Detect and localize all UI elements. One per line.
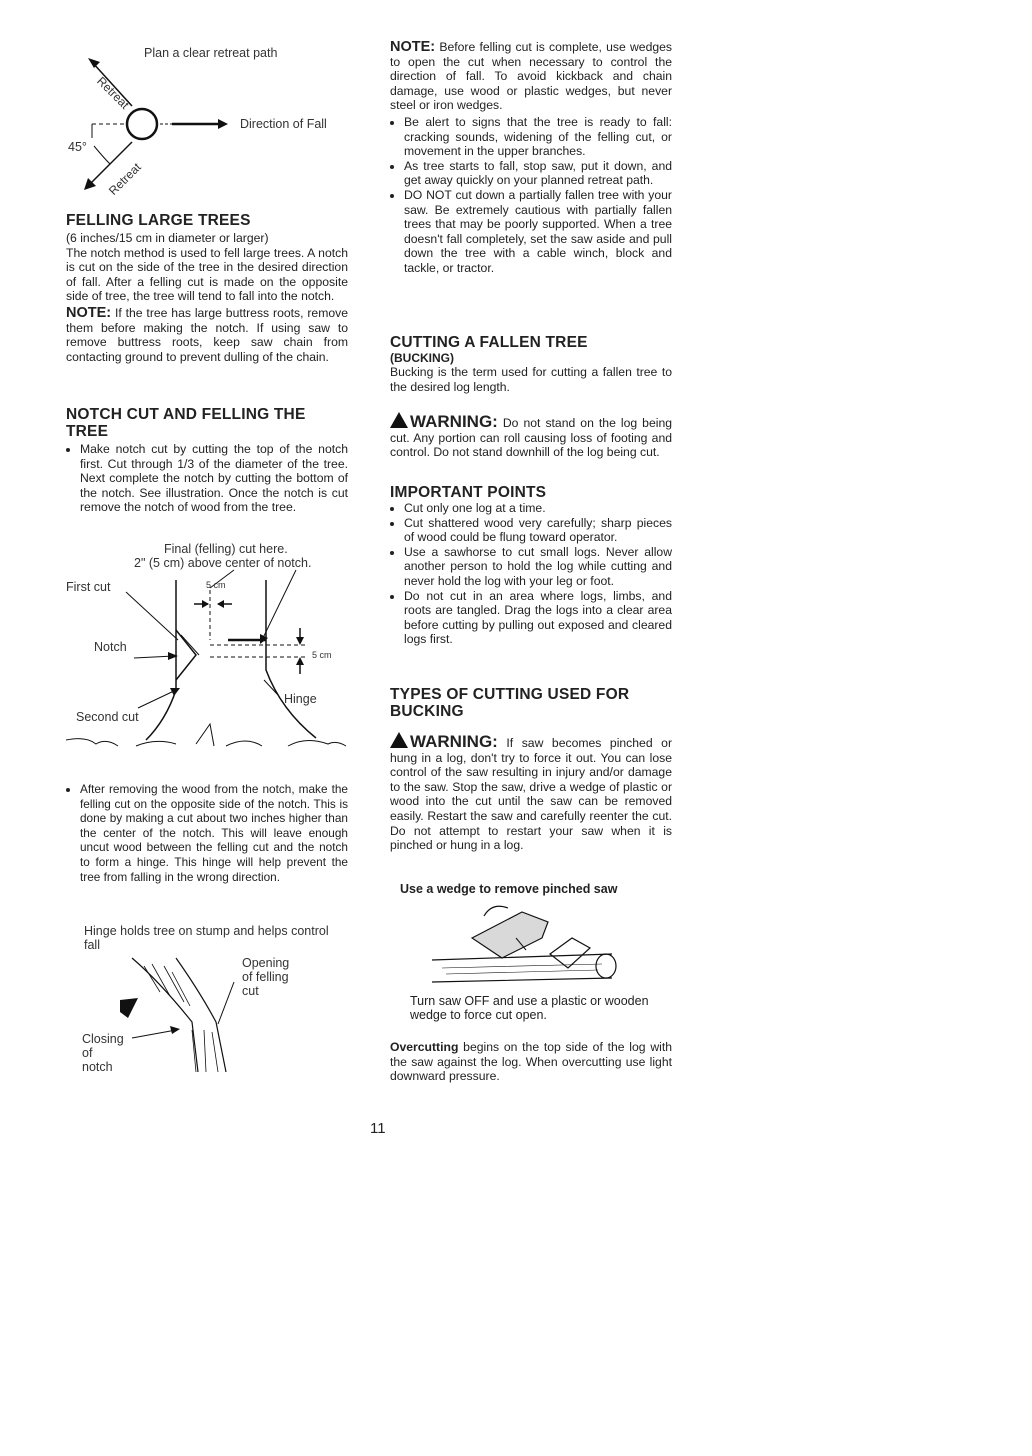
warning-icon — [390, 732, 408, 748]
bucking-section — [390, 334, 672, 394]
warning-pinched — [390, 732, 672, 853]
important-point: • Cut shattered wood very carefully; sharp pieces of wood could be flung toward operator. — [404, 516, 672, 545]
warning-label: WARNING: — [410, 732, 498, 751]
notch-cut-list — [66, 442, 348, 515]
of-felling-label: of felling — [242, 970, 289, 984]
important-points-list — [390, 501, 672, 647]
types-section — [390, 686, 672, 720]
notch-cut-section — [66, 406, 348, 515]
felling-large-section — [66, 212, 348, 364]
page-number: 11 — [370, 1120, 386, 1137]
after-notch-section — [66, 782, 348, 884]
warning-standing-section — [390, 412, 672, 460]
warning-pinched-section — [390, 732, 672, 853]
important-points-heading: IMPORTANT POINTS — [390, 484, 547, 501]
hinge-diagram-svg — [80, 922, 350, 1082]
bucking-subheading: (BUCKING) — [390, 351, 454, 365]
notch-cut-heading: NOTCH CUT AND FELLING THE TREE — [66, 406, 306, 440]
notch-cut-bullet: • Make notch cut by cutting the top of the notch first. Cut through 1/3 of the diameter of the tree. Next complete the notch by cutting the bottom of the notch. See illustration. Once the notch is cut remove the notch of wood from the tree. — [80, 442, 348, 515]
retreat-top-label: Retreat — [94, 74, 132, 112]
hinge-label: Hinge — [284, 692, 317, 706]
retreat-bottom-label: Retreat — [106, 160, 144, 198]
direction-of-fall-label: Direction of Fall — [240, 117, 327, 131]
felling-large-heading: FELLING LARGE TREES — [66, 212, 251, 229]
warning-standing — [390, 412, 672, 460]
warning-text: If saw becomes pinched or hung in a log, don't try to force it out. You can lose control of the saw resulting in injury and/or damage to the saw. Stop the saw, drive a wedge of plastic or wood into the cut until the saw can be removed easily. Restart the saw and carefully reenter the cut. Do not attempt to restart your saw when it is pinched or hung in a log. — [390, 736, 672, 853]
first-cut-label: First cut — [66, 580, 111, 594]
final-cut-label-2: 2" (5 cm) above center of notch. — [134, 556, 312, 570]
felling-large-subtitle: (6 inches/15 cm in diameter or larger) — [66, 231, 269, 245]
opening-label: Opening — [242, 956, 290, 970]
felling-note-bullet: • DO NOT cut down a partially fallen tree with your saw. Be extremely cautious with partially fallen trees that may be poorly supported. When a tree doesn't fall completely, set the saw aside and pull down the tree with a cable winch, block and tackle, or tractor. — [404, 188, 672, 276]
bucking-heading: CUTTING A FALLEN TREE — [390, 334, 588, 351]
final-cut-label: Final (felling) cut here. — [164, 542, 288, 556]
pinched-saw-illustration — [422, 898, 622, 994]
important-point: • Use a sawhorse to cut small logs. Never allow another person to hold the log while cutting and never hold the log with your leg or foot. — [404, 545, 672, 589]
of-label: of — [82, 1046, 93, 1060]
notch-diagram-svg — [66, 540, 351, 770]
felling-note-section — [390, 40, 672, 276]
second-cut-label: Second cut — [76, 710, 139, 724]
felling-note-bullet: • As tree starts to fall, stop saw, put it down, and get away quickly on your planned retreat path. — [404, 159, 672, 188]
five-cm-side-label: 5 cm — [312, 650, 332, 660]
overcutting-text — [390, 1040, 672, 1084]
pinched-saw-caption: Turn saw OFF and use a plastic or wooden wedge to force cut open. — [410, 994, 649, 1022]
warning-label: WARNING: — [410, 412, 498, 431]
felling-note-bullet: • Be alert to signs that the tree is ready to fall: cracking sounds, widening of the felling cut, or movement in the upper branches. — [404, 115, 672, 159]
overcutting-body: begins on the top side of the log with the saw against the log. When overcutting use light downward pressure. — [390, 1040, 672, 1084]
closing-label: Closing — [82, 1032, 124, 1046]
pinched-saw-figure — [400, 882, 672, 1022]
important-point: • Do not cut in an area where logs, limbs, and roots are tangled. Drag the logs into a clear area before cutting by pulling out exposed and cleared logs first. — [404, 589, 672, 647]
note-text: If the tree has large buttress roots, remove them before making the notch. If using saw to remove buttress roots, keep saw chain from contacting ground to prevent dulling of the chain. — [66, 305, 348, 364]
types-heading: TYPES OF CUTTING USED FOR BUCKING — [390, 686, 630, 720]
hinge-caption: Hinge holds tree on stump and helps control fall — [84, 924, 329, 952]
after-notch-list — [66, 782, 348, 884]
notch-diagram — [66, 540, 351, 770]
notch-bottom-label: notch — [82, 1060, 113, 1074]
warning-text: Do not stand on the log being cut. Any portion can roll causing loss of footing and control. Do not stand downhill of the log being cut. — [390, 416, 672, 460]
important-points-section — [390, 484, 672, 647]
hinge-diagram — [80, 922, 350, 1082]
after-notch-bullet: • After removing the wood from the notch, make the felling cut on the opposite side of the notch. This is done by making a cut about two inches higher than the center of the notch. This will leave enough uncut wood between the felling cut and the notch to form a hinge. This hinge will help prevent the tree from falling in the wrong direction. — [80, 782, 348, 884]
retreat-diagram — [68, 38, 350, 198]
overcutting-section — [390, 1040, 672, 1084]
right-note-label: NOTE: — [390, 39, 436, 55]
five-cm-top-label: 5 cm — [206, 580, 226, 590]
plan-retreat-label: Plan a clear retreat path — [144, 46, 278, 60]
right-note-text: Before felling cut is complete, use wedges to open the cut when necessary to control the direction of fall. To avoid kickback and chain damage, use wood or plastic wedges, but never steel or iron wedges. — [390, 40, 672, 113]
note-label: NOTE: — [66, 304, 112, 321]
warning-icon — [390, 412, 408, 428]
pinched-saw-title: Use a wedge to remove pinched saw — [400, 882, 618, 896]
felling-note — [390, 40, 672, 113]
cut-label: cut — [242, 984, 259, 998]
bucking-body: Bucking is the term used for cutting a fallen tree to the desired log length. — [390, 365, 672, 394]
felling-large-note — [66, 306, 348, 364]
angle-label: 45° — [68, 140, 87, 154]
felling-large-body: The notch method is used to fell large trees. A notch is cut on the side of the tree in the desired direction of fall. After a felling cut is made on the opposite side of tree, the tree will tend to fall into the notch. — [66, 245, 348, 304]
important-point: • Cut only one log at a time. — [404, 501, 672, 516]
felling-note-list — [390, 115, 672, 276]
overcutting-label: Overcutting — [390, 1040, 459, 1054]
notch-label: Notch — [94, 640, 127, 654]
